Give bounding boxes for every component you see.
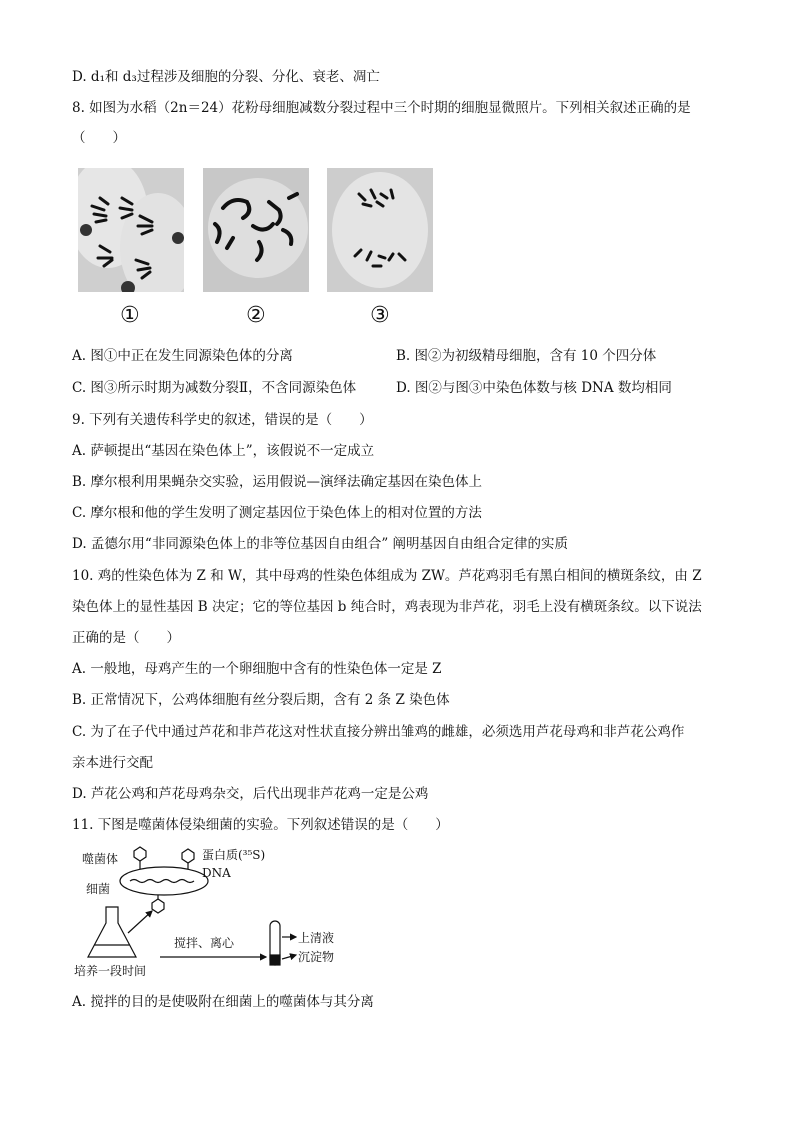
micrograph-3 bbox=[327, 168, 433, 292]
q9-option-b: B. 摩尔根利用果蝇杂交实验，运用假说—演绎法确定基因在染色体上 bbox=[72, 474, 483, 490]
micrograph-label-1: ① bbox=[120, 303, 140, 328]
micrograph-2-image bbox=[203, 168, 309, 292]
bacterium-icon bbox=[120, 867, 208, 895]
q10-option-a: A. 一般地，母鸡产生的一个卵细胞中含有的性染色体一定是 Z bbox=[72, 661, 442, 677]
q10-option-c-line1: C. 为了在子代中通过芦花和非芦花这对性状直接分辨出雏鸡的雌雄，必须选用芦花母鸡和非芦花公鸡作 bbox=[72, 724, 685, 740]
protein-label: 蛋白质(³⁵S) bbox=[202, 848, 266, 862]
micrograph-label-3: ③ bbox=[370, 303, 390, 328]
q10-stem-line3: 正确的是（ ） bbox=[72, 630, 180, 646]
q10-stem-line2: 染色体上的显性基因 B 决定；它的等位基因 b 纯合时，鸡表现为非芦花，羽毛上没有横斑条纹。以下说法 bbox=[72, 599, 702, 615]
phage-icon-1 bbox=[134, 847, 146, 861]
q8-stem-line2: （ ） bbox=[72, 130, 126, 146]
q8-stem-line1: 8. 如图为水稻（2n＝24）花粉母细胞减数分裂过程中三个时期的细胞显微照片。下列相关叙述正确的是 bbox=[72, 100, 691, 116]
culture-label: 培养一段时间 bbox=[74, 964, 147, 978]
q7-option-d: D. d₁和 d₃过程涉及细胞的分裂、分化、衰老、凋亡 bbox=[72, 69, 380, 85]
q9-option-a: A. 萨顿提出“基因在染色体上”，该假说不一定成立 bbox=[72, 443, 375, 459]
micrograph-2 bbox=[203, 168, 309, 292]
micrograph-1-image bbox=[78, 168, 184, 292]
supernatant-label: 上清液 bbox=[298, 931, 335, 945]
bacteria-label: 细菌 bbox=[86, 882, 111, 896]
q11-option-a: A. 搅拌的目的是使吸附在细菌上的噬菌体与其分离 bbox=[72, 994, 374, 1010]
phage-label: 噬菌体 bbox=[82, 852, 119, 866]
dna-label: DNA bbox=[202, 866, 231, 880]
q8-option-a: A. 图①中正在发生同源染色体的分离 bbox=[72, 348, 293, 364]
q11-stem: 11. 下图是噬菌体侵染细菌的实验。下列叙述错误的是（ ） bbox=[72, 817, 449, 833]
q10-option-b: B. 正常情况下，公鸡体细胞有丝分裂后期，含有 2 条 Z 染色体 bbox=[72, 692, 450, 708]
q9-option-d: D. 孟德尔用“非同源染色体上的非等位基因自由组合” 阐明基因自由组合定律的实质 bbox=[72, 536, 569, 552]
q9-option-c: C. 摩尔根和他的学生发明了测定基因位于染色体上的相对位置的方法 bbox=[72, 505, 482, 521]
q8-option-d: D. 图②与图③中染色体数与核 DNA 数均相同 bbox=[396, 380, 672, 396]
q10-stem-line1: 10. 鸡的性染色体为 Z 和 W，其中母鸡的性染色体组成为 ZW。芦花鸡羽毛有黑白相间的横斑条纹，由 Z bbox=[72, 568, 702, 584]
micrograph-label-2: ② bbox=[246, 303, 266, 328]
phage-icon-2 bbox=[182, 849, 194, 863]
q10-option-d: D. 芦花公鸡和芦花母鸡杂交，后代出现非芦花鸡一定是公鸡 bbox=[72, 786, 429, 802]
process-label: 搅拌、离心 bbox=[174, 936, 235, 950]
q8-option-b: B. 图②为初级精母细胞，含有 10 个四分体 bbox=[396, 348, 657, 364]
micrograph-1 bbox=[78, 168, 184, 292]
phage-icon-3 bbox=[152, 899, 164, 913]
micrograph-3-image bbox=[327, 168, 433, 292]
q8-option-c: C. 图③所示时期为减数分裂Ⅱ，不含同源染色体 bbox=[72, 380, 357, 396]
q10-option-c-line2: 亲本进行交配 bbox=[72, 755, 153, 771]
sediment-label: 沉淀物 bbox=[298, 950, 335, 964]
q9-stem: 9. 下列有关遗传科学史的叙述，错误的是（ ） bbox=[72, 412, 373, 428]
